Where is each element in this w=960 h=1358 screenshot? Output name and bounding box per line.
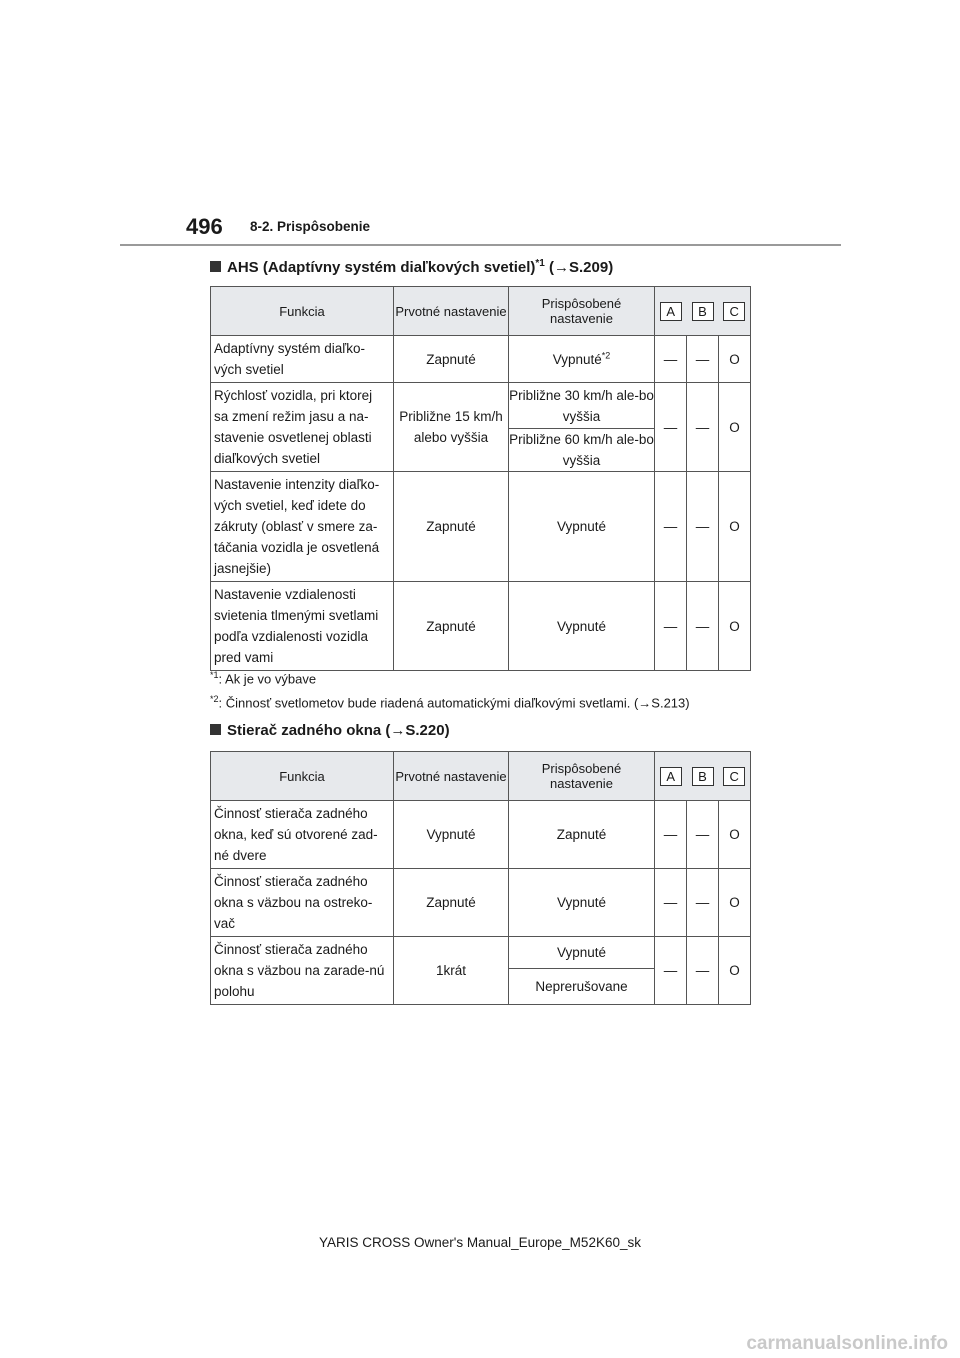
method-b-icon: B (692, 767, 714, 786)
footnote-2-mark: *2 (210, 694, 219, 704)
cell-custom-option-1: Približne 30 km/h ale-bo vyššia (509, 383, 655, 429)
cell-a: — (655, 472, 687, 582)
cell-b: — (687, 472, 719, 582)
watermark: carmanualsonline.info (746, 1333, 948, 1354)
wiper-table (210, 751, 751, 1005)
column-header-function: Funkcia (211, 752, 394, 801)
column-header-default: Prvotné nastavenie (394, 287, 509, 336)
square-bullet-icon (210, 261, 221, 272)
footer-text: YARIS CROSS Owner's Manual_Europe_M52K60_sk (319, 1235, 641, 1250)
table-header-row (211, 287, 751, 336)
cell-function: Adaptívny systém diaľko-vých svetiel (211, 336, 394, 383)
cell-default: 1krát (394, 937, 509, 1005)
cell-b: — (687, 801, 719, 869)
column-header-b (687, 287, 719, 336)
cell-a: — (655, 336, 687, 383)
table-row (211, 472, 751, 582)
wiper-heading-text: Stierač zadného okna (→S.220) (227, 722, 450, 739)
column-header-a (655, 287, 687, 336)
table-row (211, 582, 751, 671)
method-a-icon: A (660, 767, 682, 786)
cell-function: Činnosť stierača zadného okna s väzbou na ostreko-vač (211, 869, 394, 937)
ahs-heading-reference: (→S.209) (544, 259, 614, 276)
cell-a: — (655, 383, 687, 472)
cell-default: Vypnuté (394, 801, 509, 869)
column-header-function: Funkcia (211, 287, 394, 336)
column-header-default: Prvotné nastavenie (394, 752, 509, 801)
method-c-icon: C (723, 302, 745, 321)
footnote-2-text: : Činnosť svetlometov bude riadená automatickými diaľkovými svetlami. (→S.213) (218, 695, 690, 711)
cell-default: Zapnuté (394, 869, 509, 937)
cell-b: — (687, 937, 719, 1005)
ahs-heading-footnote-mark: *1 (535, 258, 545, 269)
cell-b: — (687, 582, 719, 671)
cell-custom: Vypnuté (509, 582, 655, 671)
footnote-mark: *2 (601, 350, 611, 360)
header-divider (120, 244, 841, 246)
ahs-heading (210, 258, 613, 276)
footnote-2 (210, 694, 690, 710)
cell-a: — (655, 869, 687, 937)
column-header-custom: Prispôsobené nastavenie (509, 287, 655, 336)
cell-default: Zapnuté (394, 336, 509, 383)
table-header-row (211, 752, 751, 801)
cell-b: — (687, 336, 719, 383)
column-header-b (687, 752, 719, 801)
cell-c: O (719, 801, 751, 869)
cell-a: — (655, 801, 687, 869)
cell-custom: Zapnuté (509, 801, 655, 869)
cell-a: — (655, 582, 687, 671)
cell-a: — (655, 937, 687, 1005)
cell-custom: Vypnuté (509, 472, 655, 582)
page-number: 496 (186, 214, 223, 239)
cell-c: O (719, 869, 751, 937)
square-bullet-icon (210, 724, 221, 735)
footnote-1 (210, 670, 316, 686)
method-a-icon: A (660, 302, 682, 321)
cell-function: Nastavenie intenzity diaľko-vých svetiel, keď idete do zákruty (oblasť v smere za-táčania vozidla je osvetlená jasnejšie) (211, 472, 394, 582)
cell-function: Činnosť stierača zadného okna, keď sú otvorené zad-né dvere (211, 801, 394, 869)
table-row (211, 937, 751, 969)
cell-c: O (719, 336, 751, 383)
cell-function: Činnosť stierača zadného okna s väzbou na zarade-nú polohu (211, 937, 394, 1005)
ahs-table (210, 286, 751, 671)
column-header-custom: Prispôsobené nastavenie (509, 752, 655, 801)
table-row (211, 869, 751, 937)
cell-custom (509, 336, 655, 383)
cell-custom: Vypnuté (509, 869, 655, 937)
cell-custom-option-2: Neprerušovane (509, 968, 655, 1004)
wiper-heading (210, 722, 450, 739)
table-row (211, 336, 751, 383)
table-row (211, 801, 751, 869)
method-b-icon: B (692, 302, 714, 321)
column-header-c (719, 752, 751, 801)
cell-b: — (687, 869, 719, 937)
cell-c: O (719, 582, 751, 671)
cell-b: — (687, 383, 719, 472)
method-c-icon: C (723, 767, 745, 786)
column-header-c (719, 287, 751, 336)
cell-default: Zapnuté (394, 582, 509, 671)
cell-c: O (719, 383, 751, 472)
ahs-heading-text: AHS (Adaptívny systém diaľkových svetiel) (227, 259, 536, 276)
cell-default: Zapnuté (394, 472, 509, 582)
cell-custom-text: Vypnuté (552, 351, 602, 367)
cell-custom-option-2: Približne 60 km/h ale-bo vyššia (509, 429, 655, 472)
table-row (211, 383, 751, 429)
section-title: 8-2. Prispôsobenie (250, 219, 371, 234)
footnote-1-mark: *1 (210, 670, 219, 680)
column-header-a (655, 752, 687, 801)
cell-c: O (719, 472, 751, 582)
cell-function: Rýchlosť vozidla, pri ktorej sa zmení režim jasu a na-stavenie osvetlenej oblasti diaľkových svetiel (211, 383, 394, 472)
cell-default: Približne 15 km/h alebo vyššia (394, 383, 509, 472)
footnote-1-text: : Ak je vo výbave (218, 671, 317, 687)
cell-custom-option-1: Vypnuté (509, 937, 655, 969)
cell-c: O (719, 937, 751, 1005)
cell-function: Nastavenie vzdialenosti svietenia tlmenými svetlami podľa vzdialenosti vozidla pred vami (211, 582, 394, 671)
